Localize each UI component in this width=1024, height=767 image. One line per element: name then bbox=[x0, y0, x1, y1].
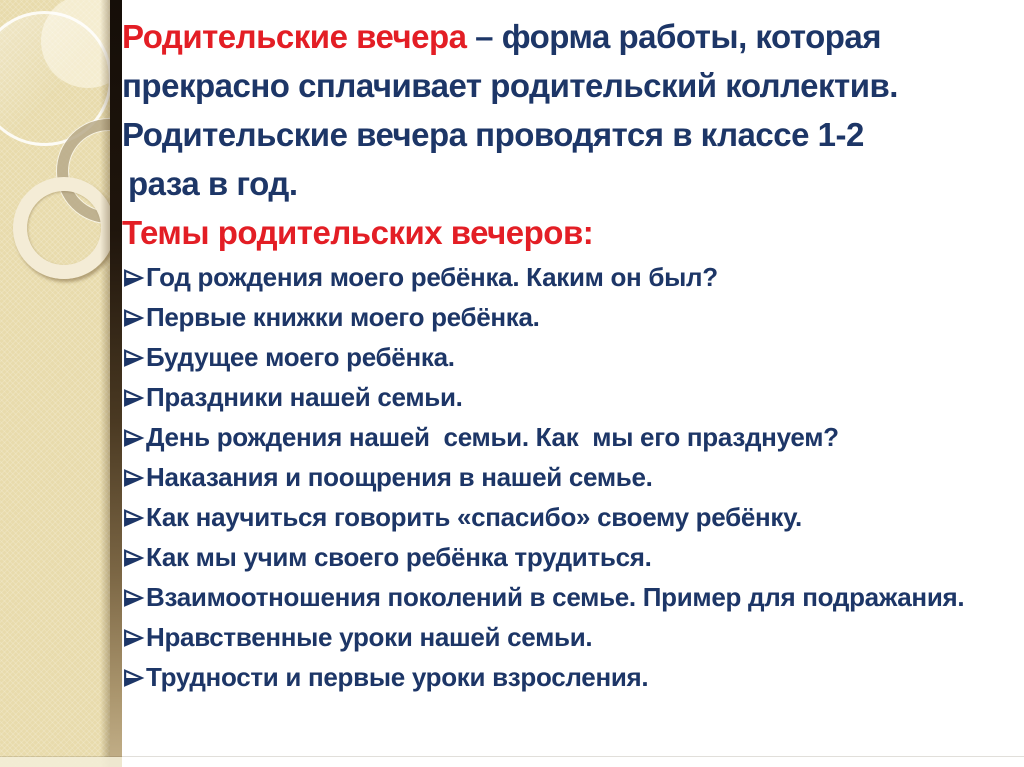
sidebar-footer-strip bbox=[0, 757, 122, 767]
arrowhead-right-icon bbox=[122, 468, 145, 488]
arrowhead-right-icon bbox=[122, 268, 145, 288]
page-spine-edge bbox=[110, 0, 122, 767]
list-item-text: Первые книжки моего ребёнка. bbox=[146, 302, 540, 332]
list-item-text: Наказания и поощрения в нашей семье. bbox=[146, 462, 653, 492]
intro-paragraph bbox=[122, 0, 1024, 257]
list-item-text: Нравственные уроки нашей семьи. bbox=[146, 622, 593, 652]
list-item-text: День рождения нашей семьи. Как мы его празднуем? bbox=[146, 422, 839, 452]
list-item bbox=[122, 497, 1020, 537]
arrowhead-right-icon bbox=[122, 348, 145, 368]
list-item bbox=[122, 297, 1020, 337]
list-item-text: Как мы учим своего ребёнка трудиться. bbox=[146, 542, 652, 572]
list-item bbox=[122, 257, 1020, 297]
intro-line bbox=[122, 12, 1020, 61]
list-item bbox=[122, 377, 1020, 417]
list-item bbox=[122, 337, 1020, 377]
arrowhead-right-icon bbox=[122, 508, 145, 528]
list-item-text: Взаимоотношения поколений в семье. Пример для подражания. bbox=[146, 582, 965, 612]
arrowhead-right-icon bbox=[122, 628, 145, 648]
arrowhead-right-icon bbox=[122, 548, 145, 568]
arrowhead-right-icon bbox=[122, 388, 145, 408]
list-item-text: Трудности и первые уроки взросления. bbox=[146, 662, 649, 692]
intro-line: Родительские вечера проводятся в классе 1-2 bbox=[122, 116, 864, 153]
list-item-text: Праздники нашей семьи. bbox=[146, 382, 463, 412]
intro-line: прекрасно сплачивает родительский коллектив. bbox=[122, 67, 898, 104]
decorative-sidebar bbox=[0, 0, 122, 767]
arrowhead-right-icon bbox=[122, 588, 145, 608]
list-item-text: Будущее моего ребёнка. bbox=[146, 342, 455, 372]
list-item bbox=[122, 537, 1020, 577]
arrowhead-right-icon bbox=[122, 668, 145, 688]
slide-content-area bbox=[122, 0, 1024, 767]
intro-lead-rest: – форма работы, которая bbox=[466, 18, 881, 55]
intro-line: раза в год. bbox=[128, 165, 298, 202]
arrowhead-right-icon bbox=[122, 428, 145, 448]
list-item bbox=[122, 617, 1020, 657]
list-item bbox=[122, 657, 1020, 697]
list-item-text: Как научиться говорить «спасибо» своему ребёнку. bbox=[146, 502, 802, 532]
intro-lead-text: Родительские вечера bbox=[122, 18, 467, 55]
slide-bottom-divider bbox=[0, 756, 1024, 757]
topics-heading: Темы родительских вечеров: bbox=[122, 214, 594, 251]
list-item bbox=[122, 457, 1020, 497]
topics-list bbox=[122, 257, 1024, 697]
spine-shadow bbox=[100, 0, 110, 767]
list-item-text: Год рождения моего ребёнка. Каким он был? bbox=[146, 262, 718, 292]
list-item bbox=[122, 417, 1020, 457]
list-item bbox=[122, 577, 1020, 617]
arrowhead-right-icon bbox=[122, 308, 145, 328]
